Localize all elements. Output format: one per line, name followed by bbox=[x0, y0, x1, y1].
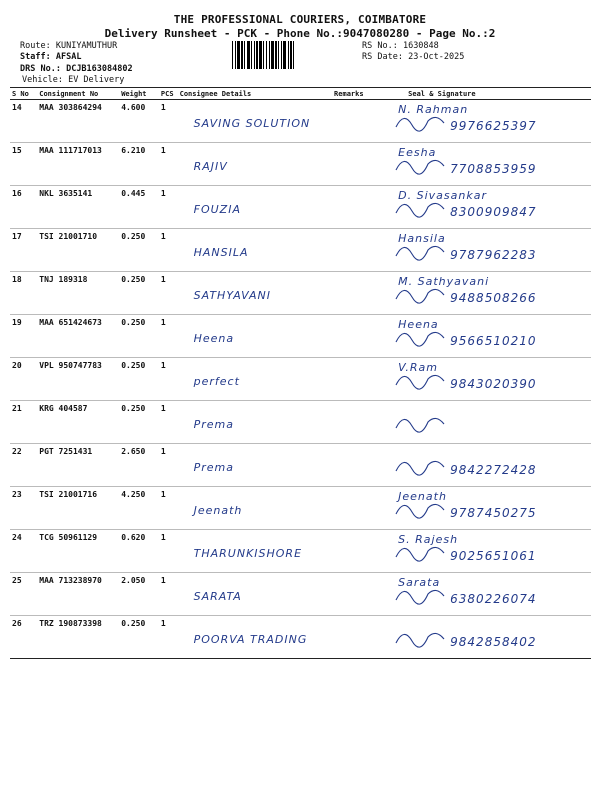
consignee-handwritten: perfect bbox=[193, 375, 240, 388]
row-remarks bbox=[332, 530, 388, 573]
signature-phone: 6380226074 bbox=[450, 592, 537, 606]
row-sno: 24 bbox=[10, 530, 37, 573]
row-pcs: 1 bbox=[159, 315, 178, 358]
row-weight: 6.210 bbox=[119, 143, 159, 186]
signature: Eesha bbox=[398, 146, 437, 159]
col-weight: Weight bbox=[119, 88, 159, 100]
row-signature bbox=[388, 100, 591, 143]
row-consignment: MAA 303864294 bbox=[37, 100, 119, 143]
rs-date-line: RS Date: 23-Oct-2025 bbox=[362, 52, 465, 62]
col-consignee: Consignee Details bbox=[178, 88, 332, 100]
consignee-handwritten: FOUZIA bbox=[193, 203, 241, 216]
signature-phone: 8300909847 bbox=[450, 205, 537, 219]
row-weight: 0.250 bbox=[119, 272, 159, 315]
row-weight: 0.250 bbox=[119, 229, 159, 272]
row-weight: 4.600 bbox=[119, 100, 159, 143]
row-remarks bbox=[332, 229, 388, 272]
row-consignment: TRZ 190873398 bbox=[37, 616, 119, 659]
document-subtitle: Delivery Runsheet - PCK - Phone No.:9047080280 - Page No.:2 bbox=[104, 27, 496, 40]
row-weight: 0.250 bbox=[119, 401, 159, 444]
signature-scribble bbox=[394, 451, 454, 481]
row-remarks bbox=[332, 573, 388, 616]
consignee-handwritten: RAJIV bbox=[193, 160, 228, 173]
drs-line: DRS No.: DCJB163084802 bbox=[20, 64, 133, 74]
table-row bbox=[10, 143, 591, 186]
col-remarks: Remarks bbox=[332, 88, 388, 100]
row-pcs: 1 bbox=[159, 487, 178, 530]
signature-phone: 9843020390 bbox=[450, 377, 537, 391]
signature-phone: 9842858402 bbox=[450, 635, 537, 649]
row-pcs: 1 bbox=[159, 573, 178, 616]
col-pcs: PCS bbox=[159, 88, 178, 100]
signature: M. Sathyavani bbox=[398, 275, 490, 288]
row-weight: 0.250 bbox=[119, 358, 159, 401]
row-sno: 20 bbox=[10, 358, 37, 401]
row-signature bbox=[388, 530, 591, 573]
table-row bbox=[10, 401, 591, 444]
row-weight: 0.620 bbox=[119, 530, 159, 573]
signature-phone: 7708853959 bbox=[450, 162, 537, 176]
row-sno: 17 bbox=[10, 229, 37, 272]
row-signature bbox=[388, 229, 591, 272]
row-sno: 22 bbox=[10, 444, 37, 487]
signature-phone: 9842272428 bbox=[450, 463, 537, 477]
row-pcs: 1 bbox=[159, 100, 178, 143]
row-signature bbox=[388, 401, 591, 444]
row-remarks bbox=[332, 401, 388, 444]
col-consignment: Consignment No bbox=[37, 88, 119, 100]
row-weight: 0.250 bbox=[119, 616, 159, 659]
row-sno: 25 bbox=[10, 573, 37, 616]
table-header bbox=[10, 88, 591, 100]
row-consignment: TNJ 189318 bbox=[37, 272, 119, 315]
row-pcs: 1 bbox=[159, 272, 178, 315]
runsheet-table bbox=[10, 87, 591, 659]
consignee-handwritten: Prema bbox=[193, 418, 235, 431]
row-consignment: MAA 651424673 bbox=[37, 315, 119, 358]
row-pcs: 1 bbox=[159, 143, 178, 186]
row-pcs: 1 bbox=[159, 444, 178, 487]
row-sno: 14 bbox=[10, 100, 37, 143]
row-consignee bbox=[178, 444, 332, 487]
row-remarks bbox=[332, 315, 388, 358]
row-consignee bbox=[178, 229, 332, 272]
row-consignee bbox=[178, 401, 332, 444]
signature-phone: 9787450275 bbox=[450, 506, 537, 520]
signature: D. Sivasankar bbox=[398, 189, 487, 202]
row-weight: 0.250 bbox=[119, 315, 159, 358]
signature: Jeenath bbox=[398, 490, 447, 503]
row-consignee bbox=[178, 100, 332, 143]
signature-phone: 9787962283 bbox=[450, 248, 537, 262]
row-consignee bbox=[178, 530, 332, 573]
row-remarks bbox=[332, 487, 388, 530]
consignee-handwritten: SAVING SOLUTION bbox=[193, 117, 311, 130]
table-row bbox=[10, 315, 591, 358]
row-sno: 18 bbox=[10, 272, 37, 315]
row-pcs: 1 bbox=[159, 186, 178, 229]
row-pcs: 1 bbox=[159, 616, 178, 659]
document-title: THE PROFESSIONAL COURIERS, COIMBATORE bbox=[173, 13, 427, 26]
rs-date-value: 23-Oct-2025 bbox=[408, 52, 465, 62]
row-pcs: 1 bbox=[159, 530, 178, 573]
table-row bbox=[10, 573, 591, 616]
row-consignment: VPL 950747783 bbox=[37, 358, 119, 401]
row-pcs: 1 bbox=[159, 358, 178, 401]
row-signature bbox=[388, 272, 591, 315]
vehicle-line: Vehicle: EV Delivery bbox=[22, 75, 125, 85]
row-weight: 4.250 bbox=[119, 487, 159, 530]
row-sno: 16 bbox=[10, 186, 37, 229]
row-remarks bbox=[332, 444, 388, 487]
consignee-handwritten: SATHYAVANI bbox=[193, 289, 271, 302]
table-row bbox=[10, 272, 591, 315]
row-sno: 19 bbox=[10, 315, 37, 358]
col-sno: S No bbox=[10, 88, 37, 100]
row-remarks bbox=[332, 358, 388, 401]
table-row bbox=[10, 186, 591, 229]
row-sno: 23 bbox=[10, 487, 37, 530]
table-row bbox=[10, 229, 591, 272]
row-consignee bbox=[178, 616, 332, 659]
row-signature bbox=[388, 573, 591, 616]
consignee-handwritten: SARATA bbox=[193, 590, 242, 603]
col-signature: Seal & Signature bbox=[388, 88, 591, 100]
row-signature bbox=[388, 315, 591, 358]
row-pcs: 1 bbox=[159, 401, 178, 444]
consignee-handwritten: Prema bbox=[193, 461, 235, 474]
signature-scribble bbox=[394, 623, 454, 653]
signature: V.Ram bbox=[398, 361, 439, 374]
row-signature bbox=[388, 444, 591, 487]
signature-scribble bbox=[394, 408, 454, 438]
row-sno: 21 bbox=[10, 401, 37, 444]
row-signature bbox=[388, 358, 591, 401]
rs-no-line: RS No.: 1630848 bbox=[362, 41, 439, 51]
table-row bbox=[10, 100, 591, 143]
row-weight: 2.050 bbox=[119, 573, 159, 616]
row-signature bbox=[388, 186, 591, 229]
table-row bbox=[10, 616, 591, 659]
consignee-handwritten: Heena bbox=[193, 332, 235, 345]
row-consignment: NKL 3635141 bbox=[37, 186, 119, 229]
row-signature bbox=[388, 616, 591, 659]
row-consignee bbox=[178, 272, 332, 315]
row-consignment: TCG 50961129 bbox=[37, 530, 119, 573]
row-consignment: MAA 713238970 bbox=[37, 573, 119, 616]
row-consignee bbox=[178, 358, 332, 401]
signature-phone: 9025651061 bbox=[450, 549, 537, 563]
vehicle-value: EV Delivery bbox=[68, 75, 125, 85]
row-pcs: 1 bbox=[159, 229, 178, 272]
consignee-handwritten: Jeenath bbox=[193, 504, 243, 517]
signature-phone: 9976625397 bbox=[450, 119, 537, 133]
table-row bbox=[10, 444, 591, 487]
table-row bbox=[10, 358, 591, 401]
route-line: Route: KUNIYAMUTHUR bbox=[20, 41, 118, 51]
row-consignment: TSI 21001716 bbox=[37, 487, 119, 530]
table-row bbox=[10, 487, 591, 530]
consignee-handwritten: HANSILA bbox=[193, 246, 249, 259]
consignee-handwritten: THARUNKISHORE bbox=[193, 547, 303, 560]
row-consignment: KRG 404587 bbox=[37, 401, 119, 444]
row-consignment: TSI 21001710 bbox=[37, 229, 119, 272]
signature: Heena bbox=[398, 318, 439, 331]
consignee-handwritten: POORVA TRADING bbox=[193, 633, 308, 646]
barcode bbox=[232, 41, 356, 69]
signature-phone: 9488508266 bbox=[450, 291, 537, 305]
row-remarks bbox=[332, 143, 388, 186]
row-signature bbox=[388, 143, 591, 186]
row-consignment: MAA 111717013 bbox=[37, 143, 119, 186]
staff-line: Staff: AFSAL bbox=[20, 52, 82, 62]
signature-phone: 9566510210 bbox=[450, 334, 537, 348]
signature: S. Rajesh bbox=[398, 533, 459, 546]
row-weight: 2.650 bbox=[119, 444, 159, 487]
staff-value: AFSAL bbox=[55, 52, 82, 62]
row-consignee bbox=[178, 143, 332, 186]
row-remarks bbox=[332, 616, 388, 659]
signature: Hansila bbox=[398, 232, 446, 245]
row-signature bbox=[388, 487, 591, 530]
route-value: KUNIYAMUTHUR bbox=[55, 41, 118, 51]
row-consignee bbox=[178, 487, 332, 530]
row-sno: 15 bbox=[10, 143, 37, 186]
row-remarks bbox=[332, 100, 388, 143]
row-remarks bbox=[332, 272, 388, 315]
row-consignment: PGT 7251431 bbox=[37, 444, 119, 487]
row-weight: 0.445 bbox=[119, 186, 159, 229]
table-row bbox=[10, 530, 591, 573]
row-consignee bbox=[178, 315, 332, 358]
row-consignee bbox=[178, 573, 332, 616]
row-sno: 26 bbox=[10, 616, 37, 659]
row-remarks bbox=[332, 186, 388, 229]
rs-no-value: 1630848 bbox=[402, 41, 439, 51]
drs-value: DCJB163084802 bbox=[66, 64, 133, 74]
signature: Sarata bbox=[398, 576, 441, 589]
row-consignee bbox=[178, 186, 332, 229]
signature: N. Rahman bbox=[398, 103, 469, 116]
